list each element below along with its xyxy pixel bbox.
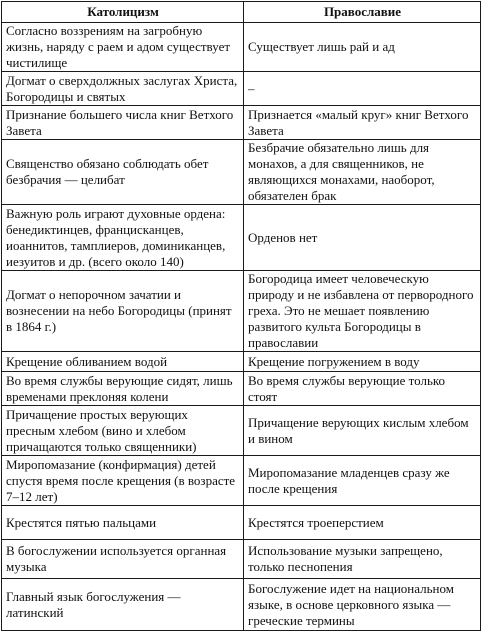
- table-row: [2, 372, 481, 406]
- cell-orthodoxy: Безбрачие обязательно лишь для монахов, а для священников, не являющихся монахами, наоборот, обязателен брак: [244, 140, 481, 205]
- cell-orthodoxy: Крестятся троеперстием: [244, 506, 481, 540]
- header-catholicism: Католицизм: [2, 2, 244, 23]
- cell-catholicism: В богослужении используется органная музыка: [2, 540, 244, 579]
- cell-orthodoxy: Миропомазание младенцев сразу же после крещения: [244, 456, 481, 506]
- table-row: [2, 540, 481, 579]
- cell-orthodoxy: Орденов нет: [244, 205, 481, 271]
- cell-orthodoxy: –: [244, 72, 481, 106]
- table-row: [2, 456, 481, 506]
- table-row: [2, 406, 481, 456]
- cell-catholicism: Догмат о сверхдолжных заслугах Христа, Богородицы и святых: [2, 72, 244, 106]
- table-row: [2, 23, 481, 72]
- header-orthodoxy: Православие: [244, 2, 481, 23]
- cell-catholicism: Во время службы верующие сидят, лишь временами преклоняя колени: [2, 372, 244, 406]
- cell-catholicism: Главный язык богослужения — латинский: [2, 579, 244, 631]
- cell-catholicism: Согласно воззрениям на загробную жизнь, наряду с раем и адом существует чистилище: [2, 23, 244, 72]
- cell-orthodoxy: Существует лишь рай и ад: [244, 23, 481, 72]
- cell-orthodoxy: Использование музыки запрещено, только песнопения: [244, 540, 481, 579]
- cell-catholicism: Священство обязано соблюдать обет безбрачия — целибат: [2, 140, 244, 205]
- table-row: [2, 140, 481, 205]
- cell-orthodoxy: Признается «малый круг» книг Ветхого Завета: [244, 106, 481, 140]
- table-row: [2, 271, 481, 352]
- cell-catholicism: Миропомазание (конфирмация) детей спустя время после крещения (в возрасте 7–12 лет): [2, 456, 244, 506]
- cell-catholicism: Крестятся пятью пальцами: [2, 506, 244, 540]
- cell-orthodoxy: Причащение верующих кислым хлебом и вином: [244, 406, 481, 456]
- table-row: [2, 352, 481, 372]
- table-row: [2, 205, 481, 271]
- table-row: [2, 506, 481, 540]
- cell-orthodoxy: Во время службы верующие только стоят: [244, 372, 481, 406]
- cell-catholicism: Догмат о непорочном зачатии и вознесении на небо Богородицы (принят в 1864 г.): [2, 271, 244, 352]
- header-row: [2, 2, 481, 23]
- table-row: [2, 106, 481, 140]
- cell-orthodoxy: Богородица имеет человеческую природу и не избавлена от первородного греха. Это не мешает появлению развитого культа Богородицы в православии: [244, 271, 481, 352]
- comparison-table: [1, 1, 481, 631]
- cell-catholicism: Причащение простых верующих пресным хлебом (вино и хлебом причащаются только священники): [2, 406, 244, 456]
- table-row: [2, 579, 481, 631]
- cell-orthodoxy: Крещение погружением в воду: [244, 352, 481, 372]
- cell-catholicism: Признание большего числа книг Ветхого Завета: [2, 106, 244, 140]
- cell-orthodoxy: Богослужение идет на национальном языке, в основе церковного языка — греческие термины: [244, 579, 481, 631]
- cell-catholicism: Важную роль играют духовные ордена: бенедиктинцев, францисканцев, иоаннитов, тамплиеров, доминиканцев, иезуитов и др. (всего около 140): [2, 205, 244, 271]
- table-row: [2, 72, 481, 106]
- cell-catholicism: Крещение обливанием водой: [2, 352, 244, 372]
